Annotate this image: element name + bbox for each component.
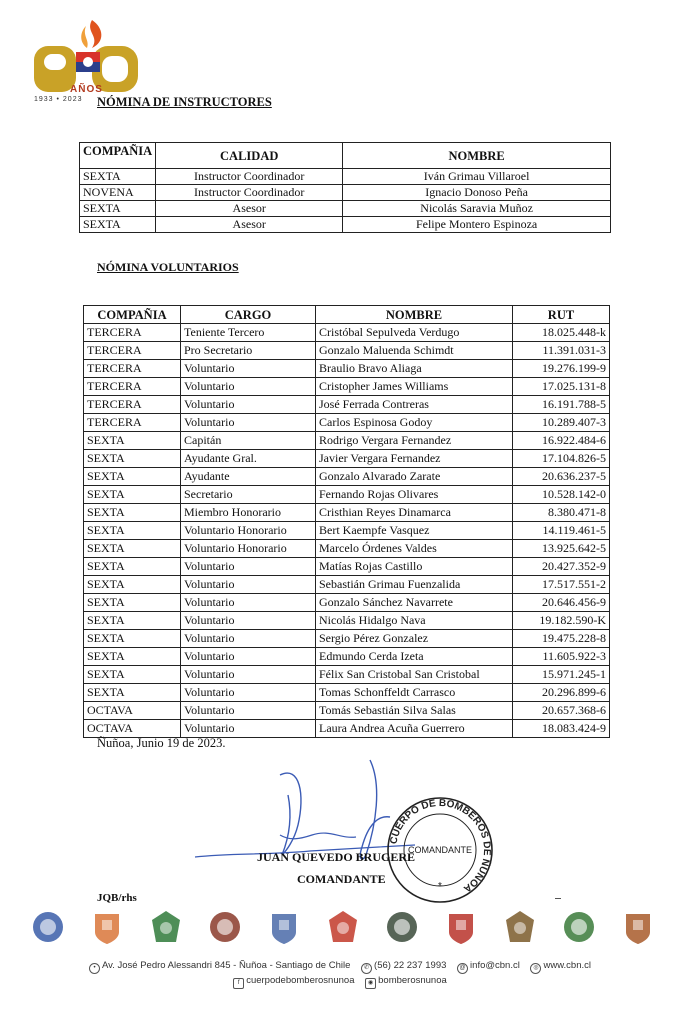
- cell-rut: 17.517.551-2: [513, 576, 610, 594]
- cell-rut: 19.475.228-8: [513, 630, 610, 648]
- header-cargo: CARGO: [181, 306, 316, 324]
- cell-calidad: Instructor Coordinador: [156, 185, 343, 201]
- cell-compania: TERCERA: [84, 378, 181, 396]
- primera-compania-icon: [28, 908, 68, 956]
- web-icon: ◎: [530, 963, 541, 974]
- cell-compania: TERCERA: [84, 414, 181, 432]
- cell-compania: TERCERA: [84, 396, 181, 414]
- header-compania: COMPAÑIA: [84, 306, 181, 324]
- table-header-row: [84, 306, 610, 324]
- table-row: [84, 666, 610, 684]
- cell-rut: 16.191.788-5: [513, 396, 610, 414]
- cell-compania: SEXTA: [84, 594, 181, 612]
- header-calidad: CALIDAD: [156, 143, 343, 169]
- cell-compania: SEXTA: [84, 486, 181, 504]
- cell-rut: 19.182.590-K: [513, 612, 610, 630]
- table-row: [84, 558, 610, 576]
- facebook-icon: f: [233, 978, 244, 989]
- header-nombre: NOMBRE: [316, 306, 513, 324]
- cell-nombre: Gonzalo Alvarado Zarate: [316, 468, 513, 486]
- cell-rut: 10.289.407-3: [513, 414, 610, 432]
- cell-nombre: Laura Andrea Acuña Guerrero: [316, 720, 513, 738]
- cell-cargo: Ayudante Gral.: [181, 450, 316, 468]
- cell-calidad: Asesor: [156, 201, 343, 217]
- cell-nombre: Rodrigo Vergara Fernandez: [316, 432, 513, 450]
- cell-cargo: Voluntario Honorario: [181, 522, 316, 540]
- svg-text:CUERPO DE BOMBEROS DE ÑUÑOA: CUERPO DE BOMBEROS DE ÑUÑOA: [388, 797, 493, 895]
- location-icon: •: [89, 963, 100, 974]
- cell-nombre: Cristóbal Sepulveda Verdugo: [316, 324, 513, 342]
- cell-compania: SEXTA: [84, 612, 181, 630]
- cell-compania: SEXTA: [84, 666, 181, 684]
- svg-text:*: *: [438, 881, 442, 892]
- cell-nombre: Nicolás Hidalgo Nava: [316, 612, 513, 630]
- cell-rut: 20.427.352-9: [513, 558, 610, 576]
- table-row: [84, 324, 610, 342]
- cell-rut: 15.971.245-1: [513, 666, 610, 684]
- email-icon: @: [457, 963, 468, 974]
- cell-cargo: Voluntario: [181, 396, 316, 414]
- cell-compania: SEXTA: [84, 450, 181, 468]
- table-row: [84, 576, 610, 594]
- table-row: [80, 169, 611, 185]
- table-row: [84, 594, 610, 612]
- table-row: [80, 217, 611, 233]
- table-row: [84, 630, 610, 648]
- signer-name: JUAN QUEVEDO BRUGERE: [257, 850, 416, 864]
- cell-cargo: Ayudante: [181, 468, 316, 486]
- cell-cargo: Voluntario: [181, 684, 316, 702]
- decima-compania-icon: [559, 908, 599, 956]
- footer-social-line: [0, 975, 680, 989]
- table-row: [84, 396, 610, 414]
- cell-nombre: Javier Vergara Fernandez: [316, 450, 513, 468]
- cell-compania: OCTAVA: [84, 720, 181, 738]
- cell-nombre: Cristhian Reyes Dinamarca: [316, 504, 513, 522]
- footer-instagram[interactable]: ◉ bomberosnunoa: [365, 975, 447, 986]
- cell-cargo: Voluntario: [181, 720, 316, 738]
- cell-cargo: Voluntario Honorario: [181, 540, 316, 558]
- cell-compania: SEXTA: [84, 648, 181, 666]
- cell-compania: SEXTA: [80, 217, 156, 233]
- cell-cargo: Voluntario: [181, 630, 316, 648]
- cell-nombre: Braulio Bravo Aliaga: [316, 360, 513, 378]
- septima-compania-icon: [382, 908, 422, 956]
- cell-compania: TERCERA: [84, 342, 181, 360]
- cell-compania: SEXTA: [84, 432, 181, 450]
- cell-rut: 14.119.461-5: [513, 522, 610, 540]
- cell-rut: 20.296.899-6: [513, 684, 610, 702]
- cell-cargo: Teniente Tercero: [181, 324, 316, 342]
- footer-facebook[interactable]: f cuerpodebomberosnunoa: [233, 975, 354, 986]
- cell-compania: SEXTA: [84, 504, 181, 522]
- cell-rut: 16.922.484-6: [513, 432, 610, 450]
- date-line: Ñuñoa, Junio 19 de 2023.: [97, 736, 226, 750]
- table-row: [84, 468, 610, 486]
- cell-compania: SEXTA: [84, 684, 181, 702]
- cell-cargo: Secretario: [181, 486, 316, 504]
- cell-nombre: Tomás Sebastián Silva Salas: [316, 702, 513, 720]
- cell-compania: TERCERA: [84, 360, 181, 378]
- cell-cargo: Voluntario: [181, 612, 316, 630]
- table-row: [84, 378, 610, 396]
- voluntarios-table: [83, 305, 610, 738]
- cell-nombre: Gonzalo Sánchez Navarrete: [316, 594, 513, 612]
- table-row: [84, 684, 610, 702]
- cell-nombre: Marcelo Órdenes Valdes: [316, 540, 513, 558]
- cell-nombre: José Ferrada Contreras: [316, 396, 513, 414]
- cell-cargo: Voluntario: [181, 558, 316, 576]
- cell-rut: 18.083.424-9: [513, 720, 610, 738]
- cell-rut: 17.104.826-5: [513, 450, 610, 468]
- cell-cargo: Voluntario: [181, 360, 316, 378]
- cell-nombre: Felipe Montero Espinoza: [343, 217, 611, 233]
- sexta-compania-icon: [323, 908, 363, 956]
- cell-nombre: Cristopher James Williams: [316, 378, 513, 396]
- instagram-icon: ◉: [365, 978, 376, 989]
- cell-nombre: Fernando Rojas Olivares: [316, 486, 513, 504]
- cell-compania: SEXTA: [84, 630, 181, 648]
- header-rut: RUT: [513, 306, 610, 324]
- cell-compania: SEXTA: [84, 576, 181, 594]
- cell-compania: SEXTA: [84, 468, 181, 486]
- cell-compania: SEXTA: [80, 201, 156, 217]
- cuarta-compania-icon: [205, 908, 245, 956]
- segunda-compania-icon: [87, 908, 127, 956]
- cell-compania: TERCERA: [84, 324, 181, 342]
- divider-mark: [555, 898, 561, 899]
- cell-compania: SEXTA: [84, 540, 181, 558]
- cell-nombre: Nicolás Saravia Muñoz: [343, 201, 611, 217]
- table-row: [84, 702, 610, 720]
- table-row: [84, 342, 610, 360]
- table-row: [84, 648, 610, 666]
- table-row: [84, 450, 610, 468]
- undecima-compania-icon: [618, 908, 658, 956]
- footer-address: • Av. José Pedro Alessandri 845 - Ñuñoa - Santiago de Chile: [89, 960, 350, 971]
- cell-calidad: Instructor Coordinador: [156, 169, 343, 185]
- cell-nombre: Gonzalo Maluenda Schimdt: [316, 342, 513, 360]
- cell-rut: 17.025.131-8: [513, 378, 610, 396]
- phone-icon: ✆: [361, 963, 372, 974]
- header-compania: COMPAÑIA: [80, 143, 156, 169]
- novena-compania-icon: [500, 908, 540, 956]
- octava-compania-icon: [441, 908, 481, 956]
- cell-cargo: Voluntario: [181, 414, 316, 432]
- cell-rut: 13.925.642-5: [513, 540, 610, 558]
- cell-nombre: Tomas Schonffeldt Carrasco: [316, 684, 513, 702]
- cell-calidad: Asesor: [156, 217, 343, 233]
- cell-compania: NOVENA: [80, 185, 156, 201]
- cell-rut: 20.657.368-6: [513, 702, 610, 720]
- logo-years-label: AÑOS: [70, 84, 103, 95]
- cell-nombre: Ignacio Donoso Peña: [343, 185, 611, 201]
- cell-rut: 10.528.142-0: [513, 486, 610, 504]
- cell-cargo: Voluntario: [181, 594, 316, 612]
- cell-nombre: Matías Rojas Castillo: [316, 558, 513, 576]
- table-row: [84, 540, 610, 558]
- cell-nombre: Iván Grimau Villaroel: [343, 169, 611, 185]
- cell-nombre: Sebastián Grimau Fuenzalida: [316, 576, 513, 594]
- table-row: [84, 360, 610, 378]
- cell-nombre: Bert Kaempfe Vasquez: [316, 522, 513, 540]
- cell-cargo: Voluntario: [181, 378, 316, 396]
- footer-email[interactable]: @ info@cbn.cl: [457, 960, 520, 971]
- logo-year-range: 1933 • 2023: [34, 96, 83, 103]
- cell-compania: SEXTA: [84, 522, 181, 540]
- cell-cargo: Voluntario: [181, 702, 316, 720]
- cell-nombre: Carlos Espinosa Godoy: [316, 414, 513, 432]
- instructores-title: NÓMINA DE INSTRUCTORES: [97, 95, 272, 109]
- cell-cargo: Miembro Honorario: [181, 504, 316, 522]
- cell-rut: 18.025.448-k: [513, 324, 610, 342]
- cell-cargo: Capitán: [181, 432, 316, 450]
- tercera-compania-icon: [146, 908, 186, 956]
- reference-initials: JQB/rhs: [97, 892, 137, 904]
- cell-rut: 8.380.471-8: [513, 504, 610, 522]
- table-row: [80, 201, 611, 217]
- footer-contact-line: [0, 960, 680, 974]
- table-row: [84, 720, 610, 738]
- cell-rut: 19.276.199-9: [513, 360, 610, 378]
- quinta-compania-icon: [264, 908, 304, 956]
- cell-nombre: Edmundo Cerda Izeta: [316, 648, 513, 666]
- cell-cargo: Voluntario: [181, 576, 316, 594]
- table-row: [84, 414, 610, 432]
- cell-compania: SEXTA: [80, 169, 156, 185]
- table-row: [80, 185, 611, 201]
- footer-phone: ✆ (56) 22 237 1993: [361, 960, 446, 971]
- signer-role: COMANDANTE: [297, 872, 386, 886]
- cell-nombre: Félix San Cristobal San Cristobal: [316, 666, 513, 684]
- svg-text:COMANDANTE: COMANDANTE: [407, 845, 473, 855]
- cell-rut: 11.605.922-3: [513, 648, 610, 666]
- cell-nombre: Sergio Pérez Gonzalez: [316, 630, 513, 648]
- company-logos-row: [28, 908, 658, 958]
- cell-compania: OCTAVA: [84, 702, 181, 720]
- table-row: [84, 486, 610, 504]
- instructores-table: [79, 142, 611, 233]
- table-header-row: [80, 143, 611, 169]
- table-row: [84, 432, 610, 450]
- cell-cargo: Pro Secretario: [181, 342, 316, 360]
- cell-rut: 20.636.237-5: [513, 468, 610, 486]
- header-nombre: NOMBRE: [343, 143, 611, 169]
- cell-cargo: Voluntario: [181, 648, 316, 666]
- voluntarios-title: NÓMINA VOLUNTARIOS: [97, 260, 239, 274]
- cell-rut: 20.646.456-9: [513, 594, 610, 612]
- cell-compania: SEXTA: [84, 558, 181, 576]
- table-row: [84, 504, 610, 522]
- footer-web[interactable]: ◎ www.cbn.cl: [530, 960, 591, 971]
- cell-rut: 11.391.031-3: [513, 342, 610, 360]
- cell-cargo: Voluntario: [181, 666, 316, 684]
- table-row: [84, 522, 610, 540]
- table-row: [84, 612, 610, 630]
